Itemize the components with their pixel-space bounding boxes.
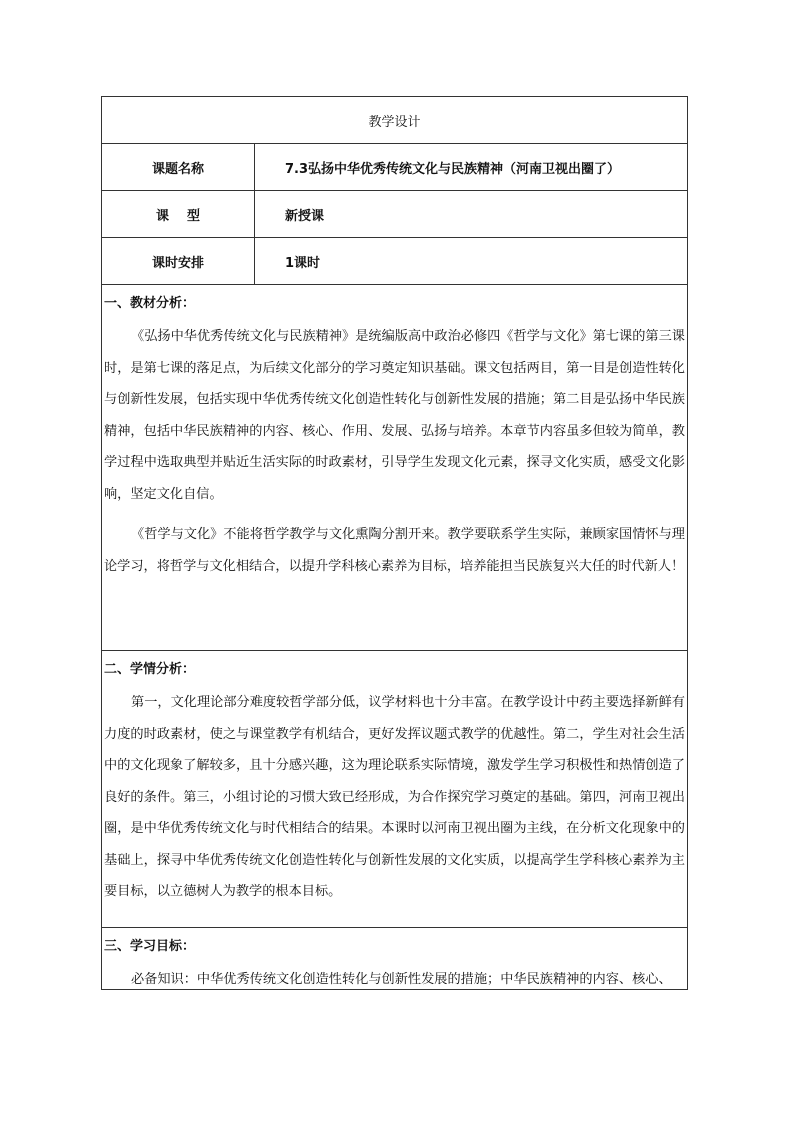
table-title-text: 教学设计 xyxy=(368,114,421,130)
info-value: 7.3弘扬中华优秀传统文化与民族精神（河南卫视出圈了） xyxy=(285,161,621,177)
info-row-topic xyxy=(102,144,687,191)
section-body-objectives xyxy=(102,960,687,990)
info-row-type xyxy=(102,191,687,238)
section-body-students xyxy=(102,683,687,928)
lesson-plan-table xyxy=(101,96,688,990)
info-row-schedule xyxy=(102,238,687,285)
info-label: 课时安排 xyxy=(102,238,255,284)
section-heading: 一、教材分析： xyxy=(104,295,196,311)
info-value: 新授课 xyxy=(285,208,325,224)
info-label: 课 型 xyxy=(102,191,255,237)
paragraph: 第一，文化理论部分难度较哲学部分低，议学材料也十分丰富。在教学设计中药主要选择新鲜有力度的时政素材，使之与课堂教学有机结合，更好发挥议题式教学的优越性。第二，学生对社会生活中的文化现象了解较多，且十分感兴趣，这为理论联系实际情境，激发学生学习积极性和热情创造了良好的条件。第三，小组讨论的习惯大致已经形成，为合作探究学习奠定的基础。第四，河南卫视出圈，是中华优秀传统文化与时代相结合的结果。本课时以河南卫视出圈为主线，在分析文化现象中的基础上，探寻中华优秀传统文化创造性转化与创新性发展的文化实质，以提高学生学科核心素养为主要目标，以立德树人为教学的根本目标。 xyxy=(104,695,685,899)
section-heading: 三、学习目标： xyxy=(104,938,196,954)
section-heading: 二、学情分析： xyxy=(104,661,196,677)
section-body-materials xyxy=(102,317,687,651)
info-label: 课题名称 xyxy=(102,144,255,190)
paragraph: 必备知识：中华优秀传统文化创造性转化与创新性发展的措施；中华民族精神的内容、核心、 xyxy=(131,972,672,987)
paragraph: 《哲学与文化》不能将哲学教学与文化熏陶分割开来。教学要联系学生实际，兼顾家国情怀与理论学习，将哲学与文化相结合，以提升学科核心素养为目标，培养能担当民族复兴大任的时代新人！ xyxy=(104,527,685,574)
paragraph: 《弘扬中华优秀传统文化与民族精神》是统编版高中政治必修四《哲学与文化》第七课的第三课时，是第七课的落足点，为后续文化部分的学习奠定知识基础。课文包括两目，第一目是创造性转化与创新性发展，包括实现中华优秀传统文化创造性转化与创新性发展的措施；第二目是弘扬中华民族精神，包括中华民族精神的内容、核心、作用、发展、弘扬与培养。本章节内容虽多但较为简单，教学过程中选取典型并贴近生活实际的时政素材，引导学生发现文化元素，探寻文化实质，感受文化影响，坚定文化自信。 xyxy=(104,329,685,502)
table-title xyxy=(102,97,687,144)
info-value: 1课时 xyxy=(285,255,321,271)
